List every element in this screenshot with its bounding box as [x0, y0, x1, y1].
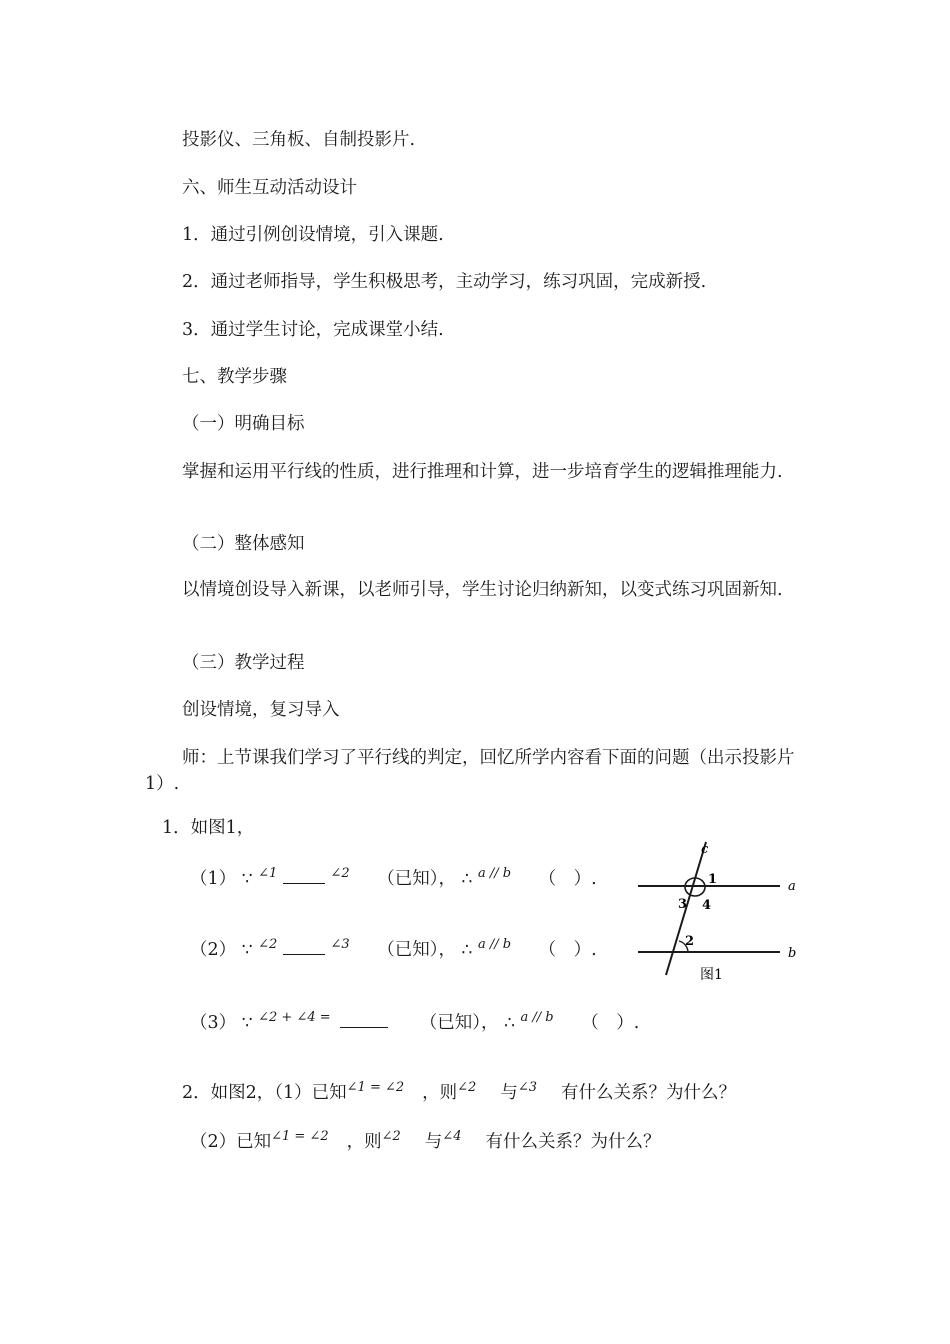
math-angle: ∠2: [330, 866, 350, 881]
therefore-symbol: ∴: [504, 1013, 515, 1033]
figure-1-diagram: [630, 838, 805, 983]
therefore-symbol: ∴: [461, 940, 473, 960]
subsection-2-text: 以情境创设导入新课，以老师引导，学生讨论归纳新知，以变式练习巩固新知.: [182, 580, 783, 600]
teacher-paragraph: 师：上节课我们学习了平行线的判定，回忆所学内容看下面的问题（出示投影片1）.: [145, 748, 795, 794]
question-1-row-1: [190, 866, 597, 894]
question-text: 有什么关系？为什么？: [485, 1132, 661, 1152]
section-6-item-1: 1．通过引例创设情境，引入课题.: [182, 225, 444, 245]
known-text: （已知），: [377, 940, 456, 960]
row-number: （3）: [190, 1013, 237, 1033]
question-2-prefix: 2．如图2，（1）已知: [182, 1083, 347, 1103]
materials-line: 投影仪、三角板、自制投影片.: [182, 130, 416, 150]
therefore-symbol: ∴: [461, 869, 473, 889]
subsection-1-title: （一）明确目标: [182, 414, 305, 434]
label-angle-4: 4: [702, 898, 712, 913]
reason-blank: （ ）.: [581, 1013, 640, 1033]
math-angle: ∠3: [517, 1080, 537, 1095]
math-parallel: a // b: [477, 866, 512, 881]
because-symbol: ∵: [241, 869, 253, 889]
label-angle-2: 2: [685, 934, 695, 949]
reason-blank: （ ）.: [538, 940, 597, 960]
math-parallel: a // b: [520, 1010, 554, 1025]
section-6-title: 六、师生互动活动设计: [182, 178, 357, 198]
because-symbol: ∵: [241, 1013, 253, 1033]
question-1-row-3: [190, 1010, 639, 1038]
then-text: ，则: [346, 1132, 382, 1152]
math-angle: ∠3: [330, 937, 350, 952]
label-angle-3: 3: [678, 897, 688, 912]
math-angle: ∠4: [442, 1129, 462, 1144]
question-text: 有什么关系？为什么？: [560, 1083, 736, 1103]
math-angle-sum: ∠2 + ∠4 =: [258, 1010, 331, 1025]
with-text: 与: [500, 1083, 518, 1103]
row-number: （2）: [190, 940, 237, 960]
math-angle-equal: ∠1 = ∠2: [346, 1080, 405, 1095]
question-2-part-1: [182, 1080, 736, 1108]
question-1-row-2: [190, 937, 597, 965]
with-text: 与: [424, 1132, 443, 1152]
answer-blank[interactable]: [283, 883, 325, 884]
math-angle-equal: ∠1 = ∠2: [271, 1129, 329, 1144]
label-a: a: [788, 879, 796, 894]
math-angle: ∠2: [381, 1129, 401, 1144]
question-2-part-2: [190, 1129, 660, 1157]
math-parallel: a // b: [477, 937, 512, 952]
math-angle: ∠1: [258, 866, 278, 881]
label-angle-1: 1: [708, 872, 718, 887]
then-text: ，则: [422, 1083, 458, 1103]
answer-blank[interactable]: [283, 954, 325, 955]
subsection-3-title: （三）教学过程: [182, 653, 305, 673]
section-6-item-2: 2．通过老师指导，学生积极思考，主动学习，练习巩固，完成新授.: [182, 272, 707, 292]
question-2-prefix: （2）已知: [190, 1132, 272, 1152]
subsection-2-title: （二）整体感知: [182, 534, 305, 554]
subsection-1-text: 掌握和运用平行线的性质，进行推理和计算，进一步培育学生的逻辑推理能力.: [182, 462, 783, 482]
section-7-title: 七、教学步骤: [182, 367, 287, 387]
figure-caption: 图1: [700, 967, 723, 983]
question-1-label: 1．如图1，: [162, 818, 255, 838]
intro-heading: 创设情境，复习导入: [182, 700, 340, 720]
math-angle: ∠2: [258, 937, 278, 952]
because-symbol: ∵: [241, 940, 253, 960]
math-angle: ∠2: [457, 1080, 477, 1095]
reason-blank: （ ）.: [538, 869, 597, 889]
known-text: （已知），: [377, 869, 456, 889]
label-b: b: [788, 946, 797, 961]
row-number: （1）: [190, 869, 237, 889]
known-text: （已知），: [419, 1013, 499, 1033]
label-c: c: [701, 842, 709, 857]
answer-blank[interactable]: [340, 1027, 388, 1028]
section-6-item-3: 3．通过学生讨论，完成课堂小结.: [182, 320, 444, 340]
